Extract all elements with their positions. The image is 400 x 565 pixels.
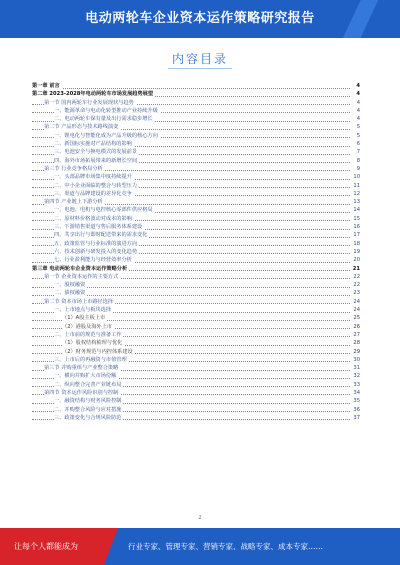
toc-entry-label: 一、能源革命与电动化转型推动产业持续升级 <box>54 107 158 114</box>
toc-entry-label: 一、股权融资 <box>54 282 86 289</box>
toc-entry-label: 二、新国标实施对产品结构的影响 <box>54 141 132 148</box>
toc-entry-label: 三、下游销售渠道与售后服务体系建设 <box>54 224 143 231</box>
toc-entry[interactable] <box>32 215 360 223</box>
toc-entry-page: 7 <box>356 149 360 156</box>
toc-entry-page: 17 <box>353 232 360 239</box>
toc-entry-page: 6 <box>356 141 360 148</box>
toc-entry-page: 19 <box>353 248 360 255</box>
toc-entry-label: 一、头部品牌市场集中度持续提升 <box>54 174 132 181</box>
toc-entry-label: 一、融资结构与财务风险控制 <box>54 398 122 405</box>
toc-entry-page: 4 <box>356 107 360 114</box>
toc-entry[interactable] <box>32 381 360 389</box>
toc-entry[interactable] <box>32 148 360 156</box>
toc-entry-page: 29 <box>353 348 360 355</box>
toc-entry[interactable] <box>32 406 360 414</box>
toc-entry[interactable] <box>32 99 360 107</box>
toc-entry-label: 二、并购整合风险与应对措施 <box>54 406 122 413</box>
toc-entry-page: 32 <box>353 373 360 380</box>
toc-entry-label: 二、原材料价格波动对成本的影响 <box>54 215 132 222</box>
toc-entry[interactable] <box>32 339 360 347</box>
toc-entry-label: 第二节 产品形态与技术路线演变 <box>44 124 119 131</box>
toc-entry-page: 14 <box>353 207 360 214</box>
toc-entry-label: 第二章 2023-2028年电动两轮车市场发展趋势展望 <box>32 91 154 98</box>
toc-entry-label: 第四节 资本运作风险识别与控制 <box>44 389 119 396</box>
toc-entry-page: 4 <box>356 116 360 123</box>
toc-entry[interactable] <box>32 132 360 140</box>
toc-entry[interactable] <box>32 397 360 405</box>
toc-entry[interactable] <box>32 356 360 364</box>
toc-entry-label: 四、海外市场拓展带来的新增长空间 <box>54 157 138 164</box>
toc-entry-label: （2）港股及海外上市 <box>62 323 112 330</box>
table-of-contents <box>32 82 360 522</box>
page-number: 2 <box>198 515 202 521</box>
toc-entry-page: 22 <box>353 273 360 280</box>
toc-entry-page: 23 <box>353 290 360 297</box>
toc-entry-label: 第二节 资本市场上市路径选择 <box>44 298 114 305</box>
toc-entry-label: 二、中小企业面临的整合与转型压力 <box>54 182 138 189</box>
toc-entry[interactable] <box>32 306 360 314</box>
toc-entry-page: 24 <box>353 307 360 314</box>
toc-entry-page: 12 <box>353 190 360 197</box>
toc-entry-page: 22 <box>353 282 360 289</box>
toc-entry[interactable] <box>32 389 360 397</box>
toc-entry-label: 二、电动两轮车保有量及出行需求稳步增长 <box>54 116 153 123</box>
report-title: 电动两轮车企业资本运作策略研究报告 <box>85 11 315 26</box>
toc-entry-page: 26 <box>353 323 360 330</box>
toc-entry-label: 二、债权融资 <box>54 290 86 297</box>
toc-entry[interactable] <box>32 90 360 98</box>
toc-entry-label: 第一节 国内两轮车行业发展现状与趋势 <box>44 99 134 106</box>
toc-entry-label: （1）A股主板上市 <box>62 315 106 322</box>
toc-entry-label: 第三章 电动两轮车企业资本运作策略分析 <box>32 265 128 272</box>
toc-entry[interactable] <box>32 231 360 239</box>
toc-entry-label: （2）财务规范与内控体系建设 <box>62 348 133 355</box>
toc-entry-page: 24 <box>353 298 360 305</box>
toc-entry-label: 第一章 前言 <box>32 83 60 89</box>
toc-entry-page: 21 <box>352 265 360 272</box>
toc-entry-page: 15 <box>353 215 360 222</box>
toc-entry-page: 27 <box>353 331 360 338</box>
toc-entry-page: 8 <box>356 157 360 164</box>
toc-entry-label: 一、上市地点与板块选择 <box>54 307 112 314</box>
footer-slogan-right: 行业专家、管理专家、营销专家、战略专家、成本专家…… <box>128 542 323 551</box>
toc-entry-page: 4 <box>356 83 360 89</box>
toc-entry-page: 28 <box>353 340 360 347</box>
toc-entry[interactable] <box>32 223 360 231</box>
toc-entry-label: 七、行业盈利能力与经营效率分析 <box>54 257 132 264</box>
toc-heading-underline <box>168 68 232 69</box>
toc-entry[interactable] <box>32 107 360 115</box>
toc-entry-page: 35 <box>353 398 360 405</box>
toc-entry-label: 三、上市后的再融资与市值管理 <box>54 356 127 363</box>
toc-entry-label: 三、电池安全与换电模式的发展前景 <box>54 149 138 156</box>
toc-entry[interactable] <box>32 82 360 90</box>
toc-entry-page: 10 <box>353 174 360 181</box>
toc-entry-label: 四、共享出行与即时配送带来的需求变化 <box>54 232 148 239</box>
toc-entry[interactable] <box>32 364 360 372</box>
toc-entry-label: 一、锂电化与智能化成为产品升级的核心方向 <box>54 132 158 139</box>
toc-entry-label: 第四节 产业链上下游分析 <box>44 199 103 206</box>
top-banner <box>0 0 400 38</box>
toc-entry[interactable] <box>32 298 360 306</box>
toc-entry[interactable] <box>32 165 360 173</box>
toc-entry-label: 三、政策变化与合规风险防范 <box>54 414 122 421</box>
toc-entry-page: 5 <box>356 124 360 131</box>
toc-entry[interactable] <box>32 323 360 331</box>
toc-entry-page: 4 <box>356 91 360 98</box>
toc-entry[interactable] <box>32 281 360 289</box>
toc-entry[interactable] <box>32 273 360 281</box>
toc-entry-label: 第一节 企业资本运作的主要方式 <box>44 273 119 280</box>
toc-entry[interactable] <box>32 289 360 297</box>
toc-entry-label: 一、横向并购扩大市场份额 <box>54 373 117 380</box>
toc-entry[interactable] <box>32 240 360 248</box>
toc-entry[interactable] <box>32 198 360 206</box>
toc-entry-label: 六、技术创新与研发投入的变化趋势 <box>54 248 138 255</box>
toc-leader-dots <box>32 88 350 89</box>
toc-entry-label: 三、渠道与品牌建设的差异化竞争 <box>54 190 132 197</box>
toc-entry-page: 4 <box>356 99 360 106</box>
toc-entry[interactable] <box>32 190 360 198</box>
toc-entry-page: 13 <box>353 199 360 206</box>
toc-entry[interactable] <box>32 256 360 264</box>
toc-entry-page: 25 <box>353 315 360 322</box>
toc-entry[interactable] <box>32 314 360 322</box>
toc-entry-page: 34 <box>353 389 360 396</box>
toc-entry-page: 20 <box>353 257 360 264</box>
toc-entry[interactable] <box>32 123 360 131</box>
toc-entry[interactable] <box>32 372 360 380</box>
toc-entry[interactable] <box>32 348 360 356</box>
toc-entry[interactable] <box>32 414 360 422</box>
toc-entry[interactable] <box>32 206 360 214</box>
toc-entry[interactable] <box>32 182 360 190</box>
toc-entry-page: 9 <box>356 165 360 172</box>
toc-entry[interactable] <box>32 115 360 123</box>
toc-entry-label: 二、上市前的规范与准备工作 <box>54 331 122 338</box>
toc-entry-label: 第三节 并购重组与产业整合策略 <box>44 365 119 372</box>
toc-entry-label: 一、电池、电机与电控核心零部件供应格局 <box>54 207 153 214</box>
toc-entry-page: 16 <box>353 224 360 231</box>
toc-entry-page: 11 <box>353 182 360 189</box>
toc-entry[interactable] <box>32 265 360 273</box>
toc-heading: 内容目录 <box>171 52 228 66</box>
footer-slogan-left: 让每个人都能成为 <box>14 542 78 551</box>
toc-entry-label: 第三节 行业竞争格局分析 <box>44 165 103 172</box>
toc-entry-label: 五、政策监管与行业标准的演进方向 <box>54 240 138 247</box>
toc-entry[interactable] <box>32 140 360 148</box>
toc-entry[interactable] <box>32 331 360 339</box>
toc-entry[interactable] <box>32 173 360 181</box>
toc-entry-page: 5 <box>356 132 360 139</box>
toc-entry-page: 36 <box>353 406 360 413</box>
toc-entry-label: （1）股权结构梳理与优化 <box>62 340 123 347</box>
toc-entry[interactable] <box>32 157 360 165</box>
toc-entry-page: 33 <box>353 381 360 388</box>
toc-entry-label: 二、纵向整合完善产业链布局 <box>54 381 122 388</box>
toc-entry-page: 37 <box>353 414 360 421</box>
toc-entry[interactable] <box>32 248 360 256</box>
toc-entry-page: 31 <box>353 365 360 372</box>
toc-entry-page: 18 <box>353 240 360 247</box>
toc-entry-page: 30 <box>353 356 360 363</box>
